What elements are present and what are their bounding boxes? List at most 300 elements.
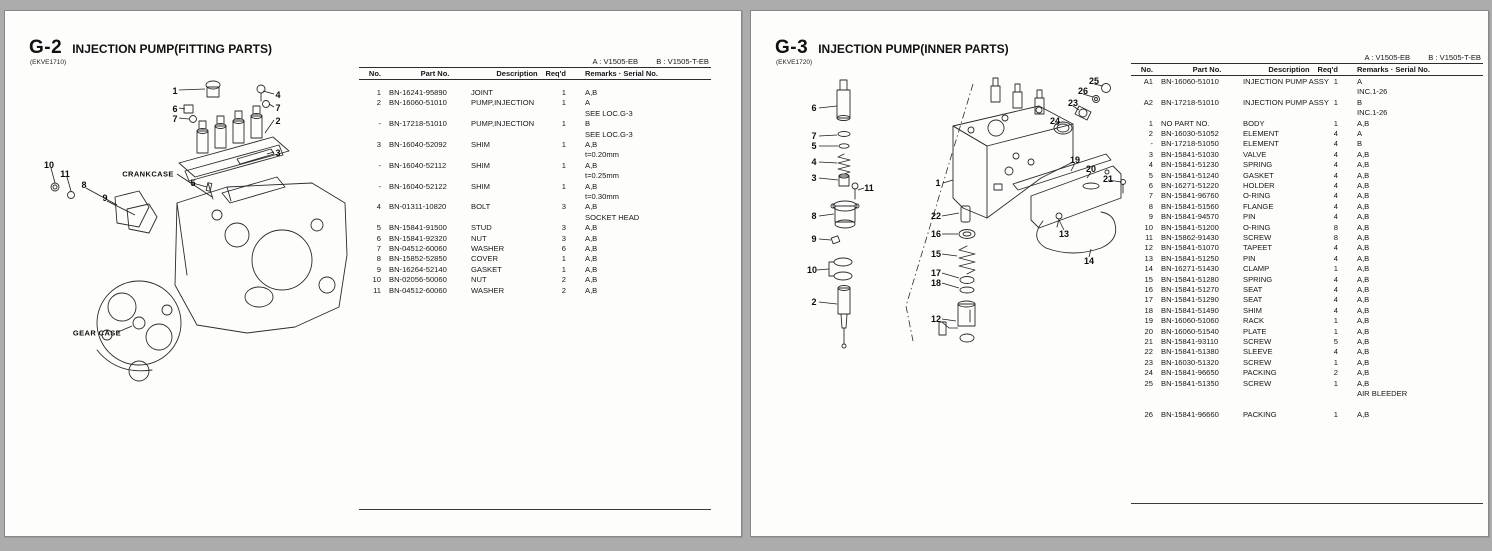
callout-number: 24 [1049, 116, 1061, 126]
cell-rem: A,B [1357, 274, 1370, 284]
cell-rem: A,B [1357, 285, 1370, 294]
cell-part: NO PART NO. [1161, 118, 1210, 128]
cell-qty: 1 [1333, 409, 1338, 419]
cell-no: 23 [1144, 357, 1153, 367]
parts-table-g2 [359, 58, 711, 524]
cell-rem: t=0.25mm [585, 171, 619, 181]
cell-desc: PIN [1243, 253, 1256, 263]
cell-rem: A [1357, 129, 1363, 138]
cell-rem: INC.1-26 [1357, 87, 1388, 97]
callout-number: 13 [1058, 229, 1070, 239]
cell-no: 1 [1148, 118, 1153, 128]
cell-desc: GASKET [471, 264, 502, 274]
cell-rem: SOCKET HEAD [585, 212, 640, 222]
cell-no: A1 [1143, 77, 1153, 86]
cell-qty: 1 [1333, 77, 1338, 86]
cell-rem: A,B [1357, 253, 1370, 263]
table-row [1131, 191, 1483, 201]
cell-no: 20 [1144, 326, 1153, 336]
cell-no: - [378, 160, 381, 170]
cell-part: BN-15841-96660 [1161, 409, 1219, 419]
cell-part: BN-15852-52850 [389, 254, 447, 264]
cell-qty: 1 [561, 181, 566, 191]
cell-desc: PACKING [1243, 368, 1277, 378]
cell-qty: 1 [561, 98, 566, 108]
callout-number: 1 [172, 86, 178, 96]
table-row [1131, 389, 1483, 399]
cell-desc: SCREW [1243, 378, 1272, 388]
cell-no: 4 [376, 202, 381, 212]
cell-part: BN-16241-95890 [389, 88, 447, 97]
cell-rem: A,B [585, 88, 598, 97]
cell-qty: 1 [1333, 326, 1338, 336]
cell-part: BN-01311-10820 [389, 202, 447, 212]
cell-desc: COVER [471, 254, 499, 264]
cell-desc: PIN [1243, 212, 1256, 222]
cell-no: 2 [376, 98, 381, 108]
cell-desc: JOINT [471, 88, 493, 97]
cell-qty: 5 [1333, 337, 1338, 346]
cell-no: 12 [1144, 243, 1153, 253]
cell-desc: SHIM [471, 181, 490, 191]
model-a: A : V1505-EB [592, 57, 639, 66]
cell-desc: WASHER [471, 285, 505, 295]
cell-rem: A [585, 98, 591, 108]
callout-number: 7 [172, 114, 178, 124]
table-row [1131, 327, 1483, 337]
cell-part: BN-15841-96760 [1161, 191, 1219, 201]
cell-rem: B [1357, 139, 1363, 149]
callout-number: 19 [1069, 155, 1081, 165]
cell-no: 24 [1144, 368, 1153, 378]
cell-qty: 1 [561, 160, 566, 170]
cell-rem: AIR BLEEDER [1357, 389, 1408, 398]
section-number: G-3 [775, 37, 809, 58]
table-row [1131, 368, 1483, 378]
cell-no: A2 [1143, 97, 1153, 107]
cell-rem: t=0.20mm [585, 150, 619, 160]
callout-number: 2 [811, 297, 817, 307]
cell-rem: A,B [1357, 347, 1370, 357]
table-row [359, 286, 711, 296]
cell-qty: 1 [561, 88, 566, 97]
cell-rem: A,B [1357, 357, 1370, 367]
table-row [1131, 129, 1483, 139]
cell-desc: PUMP,INJECTION [471, 98, 535, 108]
cell-no: 15 [1144, 274, 1153, 284]
table-row [1131, 410, 1483, 420]
cell-rem: A,B [585, 285, 598, 295]
cell-no: 7 [376, 244, 381, 253]
cell-qty: 2 [561, 275, 566, 285]
cell-part: BN-15841-51030 [1161, 149, 1219, 159]
cell-no: 3 [1148, 149, 1153, 159]
table-row [1131, 212, 1483, 222]
table-row [1131, 285, 1483, 295]
cell-desc: PUMP,INJECTION [471, 119, 535, 129]
callout-number: 23 [1067, 98, 1079, 108]
cell-qty: 4 [1333, 347, 1338, 357]
cell-part: BN-15841-51070 [1161, 243, 1219, 253]
cell-desc: PACKING [1243, 409, 1277, 419]
cell-qty: 1 [561, 119, 566, 129]
cell-qty: 1 [561, 264, 566, 274]
cell-rem: A,B [1357, 233, 1370, 242]
section-title: INJECTION PUMP(FITTING PARTS) [72, 42, 272, 56]
cell-no: 25 [1144, 378, 1153, 388]
cell-rem: A,B [585, 202, 598, 212]
cell-no: 10 [1144, 222, 1153, 232]
callout-number: 4 [811, 157, 817, 167]
table-row [359, 161, 711, 171]
cell-qty: 8 [1333, 222, 1338, 232]
cell-no: 4 [1148, 160, 1153, 170]
cell-no: 3 [376, 140, 381, 149]
cell-no: 17 [1144, 295, 1153, 305]
cell-rem: t=0.30mm [585, 192, 619, 201]
cell-part: BN-16030-51320 [1161, 357, 1219, 367]
cell-qty: 2 [561, 285, 566, 295]
cell-desc: INJECTION PUMP ASSY [1243, 97, 1329, 107]
cell-qty: 4 [1333, 295, 1338, 305]
cell-rem: A,B [585, 181, 598, 191]
callout-number: 11 [864, 183, 874, 193]
cell-rem: A,B [1357, 326, 1370, 336]
table-row [359, 109, 711, 119]
table-row [359, 244, 711, 254]
callout-number: 22 [930, 211, 942, 221]
cell-no: - [378, 119, 381, 129]
diagram-text-label: CRANKCASE [122, 169, 174, 179]
table-row [359, 140, 711, 150]
table-row [1131, 98, 1483, 108]
table-row [1131, 233, 1483, 243]
diagram-text-label: GEAR CASE [72, 328, 122, 338]
table-rule-bottom [1131, 503, 1483, 504]
cell-part: BN-16060-51010 [389, 98, 447, 108]
cell-desc: O-RING [1243, 222, 1271, 232]
table-row [1131, 275, 1483, 285]
cell-qty: 3 [561, 233, 566, 243]
table-row [359, 265, 711, 275]
cell-qty: 4 [1333, 181, 1338, 190]
callout-number: 8 [811, 211, 817, 221]
cell-no: 9 [376, 264, 381, 274]
cell-rem: B [585, 119, 591, 129]
callout-number: 7 [275, 103, 281, 113]
cell-part: BN-15841-51250 [1161, 253, 1219, 263]
col-description: Description [1268, 65, 1310, 74]
cell-part: BN-15841-93110 [1161, 337, 1219, 346]
cell-rem: A,B [585, 264, 598, 274]
cell-rem: A,B [1357, 212, 1370, 222]
cell-rem: A,B [1357, 160, 1370, 170]
cell-desc: NUT [471, 233, 487, 243]
table-row [359, 254, 711, 264]
cell-desc: O-RING [1243, 191, 1271, 201]
cell-no: 19 [1144, 316, 1153, 326]
table-row [359, 171, 711, 181]
cell-no: 8 [1148, 201, 1153, 211]
table-row [359, 202, 711, 212]
cell-part: BN-17218-51010 [1161, 97, 1219, 107]
cell-rem: A,B [585, 160, 598, 170]
cell-rem: A,B [1357, 149, 1370, 159]
callout-number: 6 [172, 104, 178, 114]
cell-desc: ELEMENT [1243, 139, 1279, 149]
exploded-diagram-g2 [27, 75, 357, 475]
table-row [1131, 254, 1483, 264]
page-g3 [750, 10, 1489, 537]
cell-part: BN-04512-60060 [389, 285, 447, 295]
cell-qty: 1 [561, 140, 566, 149]
cell-qty: 4 [1333, 129, 1338, 138]
callout-number: 10 [43, 160, 55, 170]
cell-qty: 1 [1333, 264, 1338, 274]
callout-number: 5 [190, 178, 196, 188]
callout-number: 15 [930, 249, 942, 259]
cell-rem: A,B [1357, 368, 1370, 378]
cell-qty: 4 [1333, 201, 1338, 211]
cell-no: 9 [1148, 212, 1153, 222]
cell-qty: 4 [1333, 139, 1338, 149]
table-row [359, 150, 711, 160]
cell-part: BN-16271-51220 [1161, 181, 1219, 190]
cell-rem: A,B [1357, 305, 1370, 315]
cell-part: BN-15841-51290 [1161, 295, 1219, 305]
table-row [1131, 295, 1483, 305]
cell-part: BN-15862-91430 [1161, 233, 1219, 242]
callout-number: 14 [1083, 256, 1095, 266]
table-row [359, 275, 711, 285]
cell-no: 13 [1144, 253, 1153, 263]
exploded-diagram-g3 [791, 66, 1136, 366]
cell-part: BN-15841-96650 [1161, 368, 1219, 378]
model-legend [577, 57, 709, 66]
table-row [1131, 87, 1483, 97]
col-part-no: Part No. [420, 69, 450, 78]
table-row [1131, 223, 1483, 233]
table-row [1131, 108, 1483, 118]
callout-number: 9 [811, 234, 817, 244]
callout-number: 17 [930, 268, 942, 278]
cell-rem: A,B [1357, 201, 1370, 211]
callout-number: 20 [1085, 164, 1097, 174]
cell-desc: SCREW [1243, 233, 1272, 242]
cell-rem: A,B [585, 140, 598, 149]
table-row [1131, 379, 1483, 389]
cell-no: 7 [1148, 191, 1153, 201]
cell-desc: ELEMENT [1243, 129, 1279, 138]
cell-rem: A,B [1357, 222, 1370, 232]
cell-desc: SEAT [1243, 295, 1263, 305]
cell-qty: 4 [1333, 285, 1338, 294]
cell-part: BN-15841-51560 [1161, 201, 1219, 211]
table-row [359, 192, 711, 202]
cell-part: BN-15841-51240 [1161, 170, 1219, 180]
cell-desc: SPRING [1243, 274, 1273, 284]
col-reqd: Req'd [545, 69, 566, 78]
cell-qty: 4 [1333, 160, 1338, 170]
cell-part: BN-15841-51490 [1161, 305, 1219, 315]
cell-qty: 4 [1333, 149, 1338, 159]
cell-rem: A,B [1357, 118, 1370, 128]
cell-desc: NUT [471, 275, 487, 285]
cell-no: 26 [1144, 409, 1153, 419]
cell-part: BN-17218-51050 [1161, 139, 1219, 149]
cell-qty: 4 [1333, 212, 1338, 222]
cell-desc: HOLDER [1243, 181, 1275, 190]
callout-number: 9 [102, 193, 108, 203]
col-no: No. [368, 69, 381, 78]
cell-desc: GASKET [1243, 170, 1274, 180]
callout-number: 10 [806, 265, 818, 275]
col-no: No. [1140, 65, 1153, 74]
cell-part: BN-16040-52112 [389, 160, 447, 170]
cell-desc: SHIM [1243, 305, 1262, 315]
col-description: Description [496, 69, 538, 78]
cell-no: 6 [1148, 181, 1153, 190]
cell-rem: A,B [1357, 243, 1370, 253]
cell-part: BN-02056-50060 [389, 275, 447, 285]
cell-desc: FLANGE [1243, 201, 1274, 211]
callout-number: 18 [930, 278, 942, 288]
cell-desc: RACK [1243, 316, 1265, 326]
callout-number: 16 [930, 229, 942, 239]
cell-part: BN-16040-52092 [389, 140, 447, 149]
cell-no: 6 [376, 233, 381, 243]
cell-part: BN-15841-51350 [1161, 378, 1219, 388]
table-row [359, 119, 711, 129]
cell-rem: A,B [1357, 295, 1370, 305]
table-row [359, 182, 711, 192]
table-row [1131, 119, 1483, 129]
cell-rem: A,B [1357, 316, 1370, 326]
cell-no: 14 [1144, 264, 1153, 274]
table-row [359, 234, 711, 244]
section-code: (EKVE1720) [776, 59, 813, 66]
cell-rem: INC.1-26 [1357, 108, 1388, 118]
cell-desc: STUD [471, 223, 492, 233]
cell-desc: VALVE [1243, 149, 1267, 159]
cell-no: 5 [1148, 170, 1153, 180]
cell-rem: SEE LOC.G-3 [585, 108, 633, 118]
col-remarks: Remarks · Serial No. [585, 69, 658, 78]
table-row [1131, 399, 1483, 409]
cell-rem: A,B [1357, 337, 1370, 346]
cell-qty: 2 [1333, 368, 1338, 378]
cell-no: 11 [373, 285, 381, 295]
table-row [359, 223, 711, 233]
table-row [1131, 181, 1483, 191]
cell-rem: B [1357, 97, 1363, 107]
cell-qty: 3 [561, 202, 566, 212]
cell-rem: A,B [585, 254, 598, 264]
cell-part: BN-16040-52122 [389, 181, 447, 191]
cell-part: BN-04512-60060 [389, 244, 447, 253]
cell-part: BN-17218-51010 [389, 119, 447, 129]
cell-rem: A,B [1357, 181, 1370, 190]
cell-qty: 4 [1333, 191, 1338, 201]
cell-no: - [1150, 139, 1153, 149]
cell-qty: 4 [1333, 170, 1338, 180]
cell-desc: SCREW [1243, 337, 1272, 346]
cell-desc: WASHER [471, 244, 505, 253]
model-a: A : V1505-EB [1364, 53, 1411, 62]
cell-rem: A,B [585, 244, 598, 253]
cell-rem: A,B [585, 233, 598, 243]
callout-number: 1 [935, 178, 941, 188]
table-rule-header [1131, 75, 1483, 76]
page-g2 [4, 10, 742, 537]
cell-part: BN-15841-51280 [1161, 274, 1219, 284]
cell-part: BN-15841-51200 [1161, 222, 1219, 232]
cell-desc: SLEEVE [1243, 347, 1273, 357]
cell-desc: SEAT [1243, 285, 1263, 294]
model-b: B : V1505-T-EB [1428, 53, 1481, 62]
callout-number: 26 [1077, 86, 1089, 96]
cell-qty: 8 [1333, 233, 1338, 242]
cell-desc: TAPEET [1243, 243, 1272, 253]
cell-qty: 4 [1333, 253, 1338, 263]
cell-rem: A,B [585, 223, 598, 233]
pump-exploded-view [791, 66, 1136, 366]
table-row [1131, 243, 1483, 253]
table-rule-bottom [359, 509, 711, 510]
table-row [1131, 264, 1483, 274]
callout-number: 2 [275, 116, 281, 126]
callout-number: 12 [930, 314, 942, 324]
cell-part: BN-16264-52140 [389, 264, 447, 274]
callout-number: 3 [811, 173, 817, 183]
cell-qty: 1 [1333, 378, 1338, 388]
cell-desc: BOLT [471, 202, 491, 212]
cell-rem: A,B [1357, 264, 1370, 274]
cell-qty: 1 [1333, 118, 1338, 128]
section-number: G-2 [29, 37, 63, 58]
callout-number: 7 [811, 131, 817, 141]
table-row [1131, 171, 1483, 181]
callout-number: 8 [81, 180, 87, 190]
cell-desc: SPRING [1243, 160, 1273, 170]
cell-part: BN-16271-51430 [1161, 264, 1219, 274]
table-row [359, 88, 711, 98]
model-b: B : V1505-T-EB [656, 57, 709, 66]
table-row [1131, 347, 1483, 357]
callout-number: 6 [811, 103, 817, 113]
cell-no: 21 [1144, 337, 1153, 346]
callout-number: 21 [1102, 174, 1114, 184]
cell-desc: PLATE [1243, 326, 1267, 336]
col-part-no: Part No. [1192, 65, 1222, 74]
cell-qty: 4 [1333, 243, 1338, 253]
table-row [359, 213, 711, 223]
cell-no: 5 [376, 223, 381, 233]
cell-part: BN-16060-51540 [1161, 326, 1219, 336]
cell-qty: 1 [1333, 97, 1338, 107]
cell-desc: SCREW [1243, 357, 1272, 367]
cell-rem: A,B [1357, 191, 1370, 201]
cell-desc: BODY [1243, 118, 1265, 128]
table-row [359, 130, 711, 140]
engine-exploded-view [27, 75, 357, 475]
cell-desc: CLAMP [1243, 264, 1270, 274]
cell-no: 16 [1144, 285, 1153, 294]
table-row [359, 98, 711, 108]
parts-table-g3 [1131, 54, 1483, 520]
cell-no: 8 [376, 254, 381, 264]
cell-no: 10 [372, 275, 381, 285]
